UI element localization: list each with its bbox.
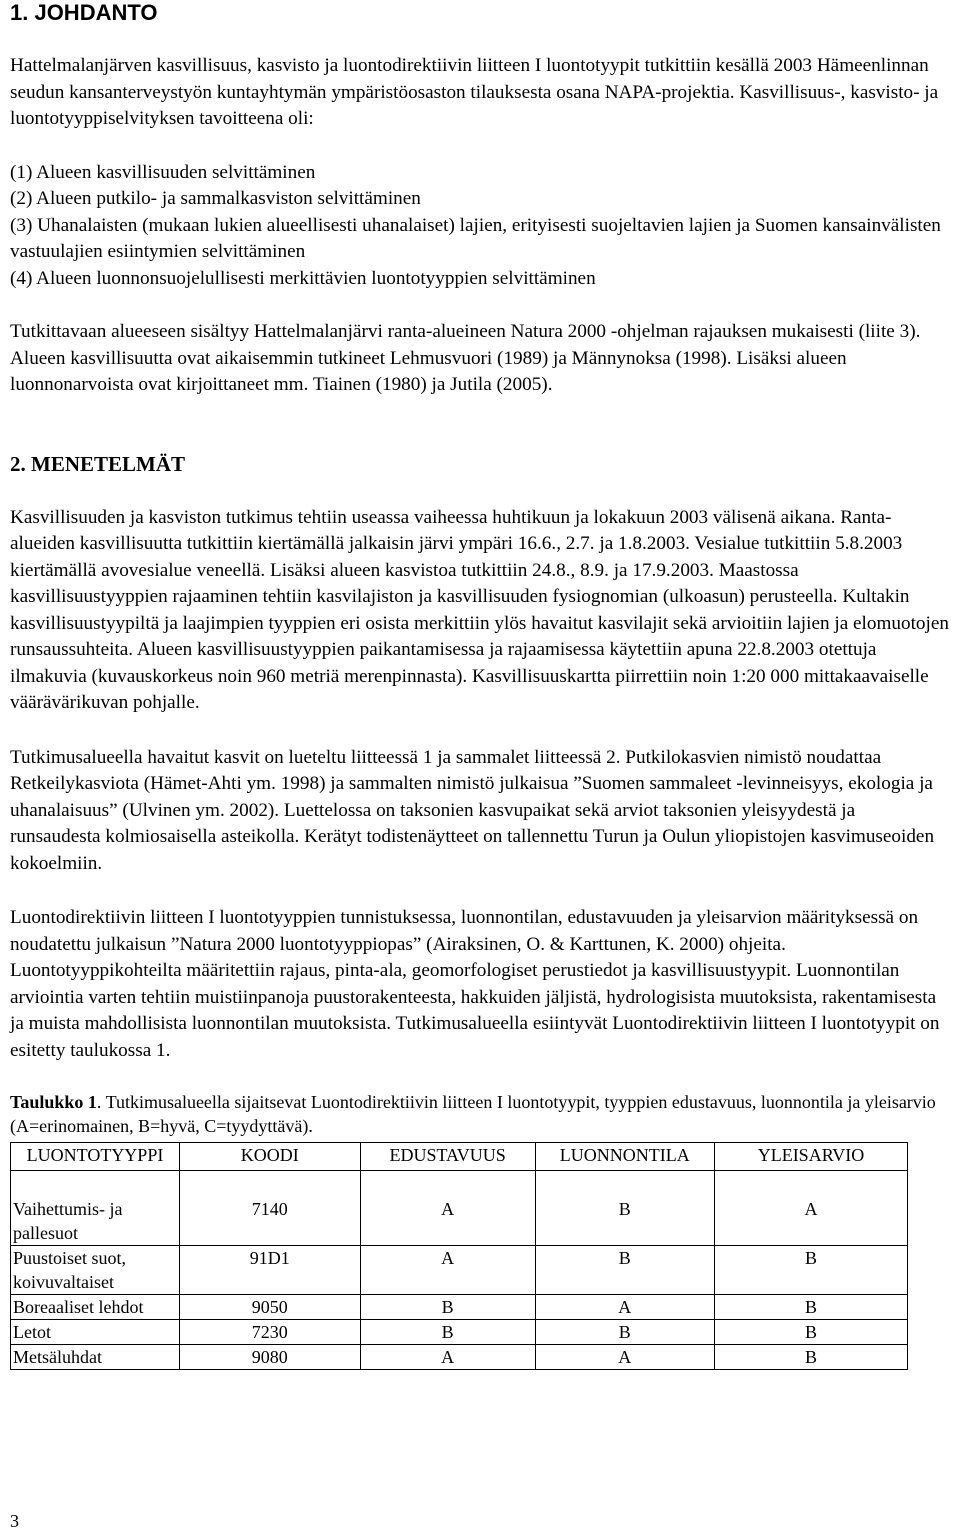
table-cell: Puustoiset suot, koivuvaltaiset	[11, 1246, 180, 1295]
table-cell: Vaihettumis- ja pallesuot	[11, 1171, 180, 1246]
table-cell: Metsäluhdat	[11, 1345, 180, 1370]
table-cell: A	[360, 1345, 535, 1370]
page-number: 3	[10, 1511, 19, 1531]
table-row	[11, 1345, 908, 1370]
table-cell: B	[535, 1320, 714, 1345]
table-cell: 7140	[179, 1171, 360, 1246]
methods-paragraph-1: Kasvillisuuden ja kasviston tutkimus tehtiin useassa vaiheessa huhtikuun ja lokakuun 2003 välisenä aikana. Ranta-alueiden kasvillisuutta tutkittiin kiertämällä jalkaisin järvi ympäri 16.6., 2.7. ja 1.8.2003. Vesialue tutkittiin 5.8.2003 kiertämällä avovesialue veneellä. Lisäksi alueen kasvistoa tutkittiin 24.8., 8.9. ja 17.9.2003. Maastossa kasvillisuustyyppien rajaaminen tehtiin kasvilajiston ja kasvillisuuden fysiognomian (ulkoasun) perusteella. Kultakin kasvillisuustyypiltä ja laajimpien tyyppien eri osista merkittiin ylös havaitut kasvilajit sekä arvioitiin lajien ja elomuotojen runsaussuhteita. Alueen kasvillisuustyyppien paikantamisessa ja rajaamisessa käytettiin apuna 22.8.2003 otettuja ilmakuvia (kuvauskorkeus noin 960 metriä merenpinnasta). Kasvillisuuskartta piirrettiin noin 1:20 000 mittakaavaiselle väärävärikuvan pohjalle.	[10, 506, 949, 713]
table-cell: A	[535, 1345, 714, 1370]
goal-item: (2) Alueen putkilo- ja sammalkasviston selvittäminen	[10, 188, 421, 209]
table-row	[11, 1295, 908, 1320]
table-cell: 7230	[179, 1320, 360, 1345]
column-header: EDUSTAVUUS	[360, 1143, 535, 1171]
table-cell: Boreaaliset lehdot	[11, 1295, 180, 1320]
table-cell: B	[714, 1345, 907, 1370]
goal-item: (3) Uhanalaisten (mukaan lukien alueellisesti uhanalaiset) lajien, erityisesti suojeltavien lajien ja Suomen kansainvälisten vastuulajien esiintymien selvittäminen	[10, 214, 941, 262]
table-cell: B	[360, 1295, 535, 1320]
table-cell: A	[714, 1171, 907, 1246]
methods-paragraph-2: Tutkimusalueella havaitut kasvit on lueteltu liitteessä 1 ja sammalet liitteessä 2. Putkilokasvien nimistö noudattaa Retkeilykasviota (Hämet-Ahti ym. 1998) ja sammalten nimistö julkaisua ”Suomen sammaleet -levinneisyys, ekologia ja uhanalaisuus” (Ulvinen ym. 2002). Luettelossa on taksonien kasvupaikat sekä arviot taksonien yleisyydestä ja runsaudesta kolmiosaisella asteikolla. Kerätyt todistenäytteet on tallennettu Turun ja Oulun yliopistojen kasvimuseoiden kokoelmiin.	[10, 746, 935, 874]
column-header: LUONNONTILA	[535, 1143, 714, 1171]
table-cell: A	[535, 1295, 714, 1320]
table-cell: B	[535, 1246, 714, 1295]
table-cell: B	[714, 1320, 907, 1345]
table-cell: 9080	[179, 1345, 360, 1370]
table-cell: 9050	[179, 1295, 360, 1320]
table-cell: B	[714, 1246, 907, 1295]
table-cell: B	[714, 1295, 907, 1320]
study-area-paragraph: Tutkittavaan alueeseen sisältyy Hattelmalanjärvi ranta-alueineen Natura 2000 -ohjelman rajauksen mukaisesti (liite 3). Alueen kasvillisuutta ovat aikaisemmin tutkineet Lehmusvuori (1989) ja Männynoksa (1998). Lisäksi alueen luonnonarvoista ovat kirjoittaneet mm. Tiainen (1980) ja Jutila (2005).	[10, 321, 921, 395]
table-row	[11, 1320, 908, 1345]
column-header: KOODI	[179, 1143, 360, 1171]
table-row	[11, 1171, 908, 1246]
table-cell: B	[360, 1320, 535, 1345]
table-caption-text: . Tutkimusalueella sijaitsevat Luontodirektiivin liitteen I luontotyypit, tyyppien edustavuus, luonnontila ja yleisarvio (A=erinomainen, B=hyvä, C=tyydyttävä).	[10, 1092, 936, 1136]
intro-paragraph: Hattelmalanjärven kasvillisuus, kasvisto ja luontodirektiivin liitteen I luontotyypit tutkittiin kesällä 2003 Hämeenlinnan seudun kansanterveystyön kuntayhtymän ympäristöosaston tilauksesta osana NAPA-projektia. Kasvillisuus-, kasvisto- ja luontotyyppiselvityksen tavoitteena oli:	[10, 55, 939, 129]
goal-item: (4) Alueen luonnonsuojelullisesti merkittävien luontotyyppien selvittäminen	[10, 267, 596, 289]
table-cell: B	[535, 1171, 714, 1246]
table-header-row	[11, 1143, 908, 1171]
table-cell: Letot	[11, 1320, 180, 1345]
table-caption-label: Taulukko 1	[10, 1092, 97, 1112]
document-page	[10, 0, 950, 1370]
column-header: LUONTOTYYPPI	[11, 1143, 180, 1171]
habitat-table	[10, 1142, 908, 1370]
table-cell: 91D1	[179, 1246, 360, 1295]
table-cell: A	[360, 1246, 535, 1295]
section-heading-menetelmat: 2. MENETELMÄT	[10, 451, 186, 476]
table-row	[11, 1246, 908, 1295]
table-caption	[10, 1090, 950, 1138]
table-cell: A	[360, 1171, 535, 1246]
section-heading-johdanto: 1. JOHDANTO	[10, 0, 158, 25]
goal-item: (1) Alueen kasvillisuuden selvittäminen	[10, 161, 316, 183]
column-header: YLEISARVIO	[714, 1143, 907, 1171]
goals-list	[10, 160, 950, 293]
methods-paragraph-3: Luontodirektiivin liitteen I luontotyyppien tunnistuksessa, luonnontilan, edustavuuden ja yleisarvion määrityksessä on noudatettu julkaisun ”Natura 2000 luontotyyppiopas” (Airaksinen, O. & Karttunen, K. 2000) ohjeita. Luontotyyppikohteilta määritettiin rajaus, pinta-ala, geomorfologiset perustiedot ja kasvillisuustyypit. Luonnontilan arviointia varten tehtiin muistiinpanoja puustorakenteesta, hakkuiden jäljistä, hydrologisista muutoksista, rakentamisesta ja muista mahdollisista luonnontilan muutoksista. Tutkimusalueella esiintyvät Luontodirektiivin liitteen I luontotyypit on esitetty taulukossa 1.	[10, 907, 940, 1061]
